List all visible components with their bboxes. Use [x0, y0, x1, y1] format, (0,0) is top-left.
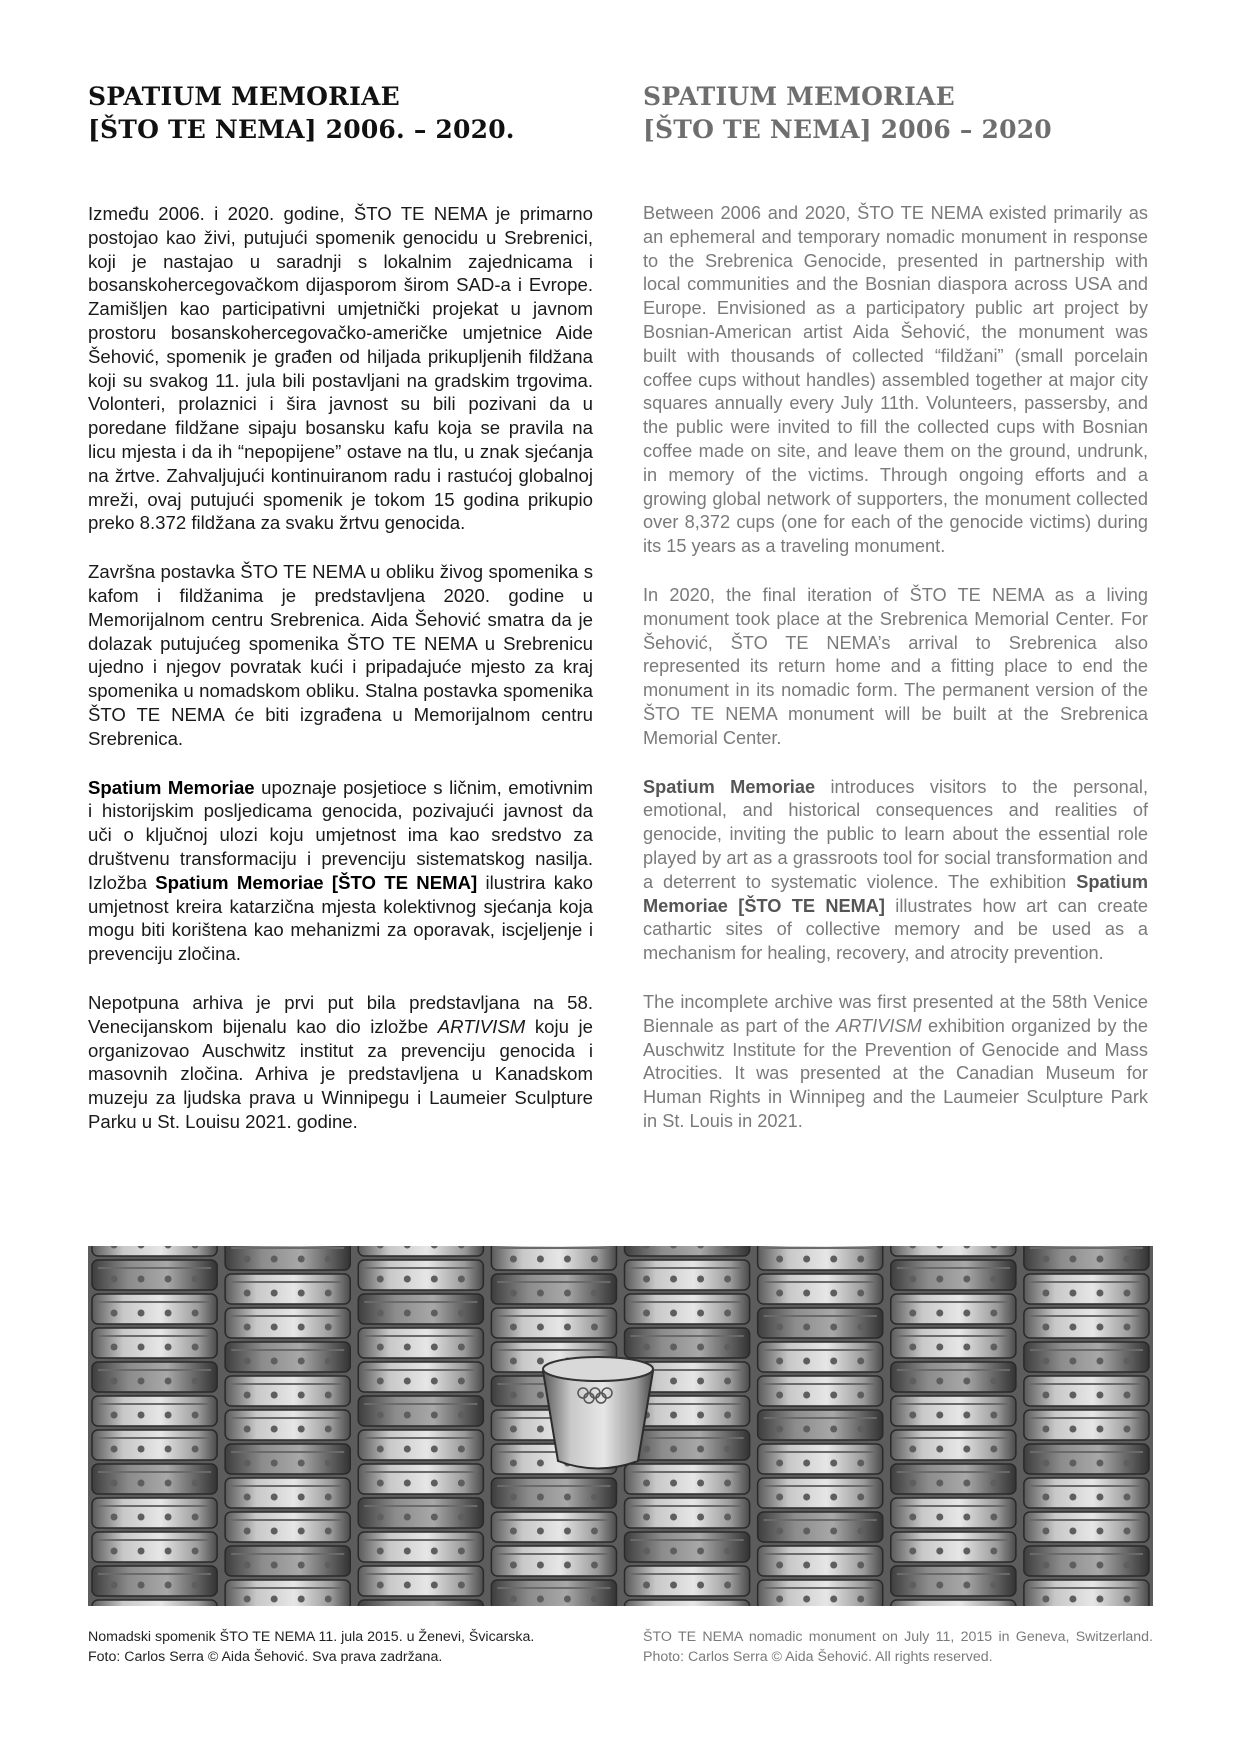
- cup-rim: [92, 1532, 217, 1562]
- cup-rim: [92, 1294, 217, 1324]
- cup-rim: [758, 1376, 883, 1406]
- italic-term: ARTIVISM: [437, 1015, 526, 1037]
- cup-rim: [891, 1246, 1016, 1256]
- cup-rim: [625, 1328, 750, 1358]
- cup-rim: [1024, 1478, 1149, 1508]
- stacked-coffee-cups-photo: [88, 1246, 1153, 1606]
- english-paragraph-1: Between 2006 and 2020, ŠTO TE NEMA existed primarily as an ephemeral and temporary nomadic monument in response to the Srebrenica Genocide, presented in partnership with local communities and the Bosnian diaspora across USA and Europe. Envisioned as a participatory public art project by Bosnian-American artist Aida Šehović, the monument was built with thousands of collected “fildžani” (small porcelain coffee cups without handles) assembled together at major city squares annually every July 11th. Volunteers, passersby, and the public were invited to fill the collected cups with Bosnian coffee made on site, and leave them on the ground, undrunk, in memory of the victims. Through ongoing efforts and a growing global network of supporters, the monument collected over 8,372 cups (one for each of the genocide victims) during its 15 years as a traveling monument.: [643, 203, 1148, 557]
- cup-rim: [358, 1362, 483, 1392]
- cup-rim: [1024, 1376, 1149, 1406]
- english-paragraph-4: [643, 991, 1148, 1134]
- cup-rim: [625, 1464, 750, 1494]
- cup-rim: [225, 1410, 350, 1440]
- cup-rim: [358, 1328, 483, 1358]
- cup-rim: [891, 1362, 1016, 1392]
- cup-rim: [491, 1308, 616, 1338]
- cup-rim: [92, 1498, 217, 1528]
- cup-rim: [758, 1308, 883, 1338]
- cup-rim: [891, 1328, 1016, 1358]
- cup-rim: [358, 1600, 483, 1606]
- cup-rim: [92, 1600, 217, 1606]
- cup-rim: [1024, 1342, 1149, 1372]
- cup-rim: [625, 1498, 750, 1528]
- cup-rim: [625, 1532, 750, 1562]
- bosnian-paragraph-4: [88, 991, 593, 1134]
- cup-rim: [1024, 1308, 1149, 1338]
- cup-rim: [1024, 1444, 1149, 1474]
- cup-rim: [491, 1546, 616, 1576]
- cup-rim: [1024, 1546, 1149, 1576]
- english-title-line1: SPATIUM MEMORIAE: [643, 82, 955, 111]
- bold-term: Spatium Memoriae: [88, 776, 255, 798]
- italic-term: ARTIVISM: [836, 1015, 922, 1036]
- cup-rim: [225, 1246, 350, 1270]
- cup-rim: [625, 1294, 750, 1324]
- cup-rim: [758, 1274, 883, 1304]
- cup-rim: [358, 1464, 483, 1494]
- cup-rim: [358, 1246, 483, 1256]
- bold-term: Spatium Memoriae [ŠTO TE NEMA]: [643, 871, 1148, 916]
- paragraph-text: upoznaje posjetioce s ličnim, emotivnim i historijskim posljedicama genocida, pozivajući javnost da uči o ključnoj ulozi koju umjetnost ima kao sredstvo za društvenu transformaciju i prevenciju sistematskog nasilja. Izložba: [88, 776, 593, 893]
- cup-rim: [225, 1546, 350, 1576]
- cup-rim: [358, 1566, 483, 1596]
- cup-rim: [358, 1260, 483, 1290]
- cup-rim: [225, 1512, 350, 1542]
- cup-rim: [358, 1396, 483, 1426]
- cup-rim: [891, 1498, 1016, 1528]
- paragraph-text: introduces visitors to the personal, emotional, and historical consequences and realities of genocide, inviting the public to learn about the essential role played by art as a grassroots tool for social transformation and a deterrent to systematic violence. The exhibition: [643, 776, 1148, 892]
- english-photo-caption: ŠTO TE NEMA nomadic monument on July 11, 2015 in Geneva, Switzerland. Photo: Carlos Serra © Aida Šehović. All rights reserved.: [643, 1629, 1153, 1665]
- cup-rim: [891, 1396, 1016, 1426]
- cup-rim: [92, 1362, 217, 1392]
- cup-rim: [625, 1566, 750, 1596]
- paragraph-text: ilustrira kako umjetnost kreira katarzična mjesta kolektivnog sjećanja koja mogu biti korištena kao mehanizmi za oporavak, iscjeljenje i prevenciju zločina.: [88, 871, 594, 965]
- cup-rim: [891, 1532, 1016, 1562]
- cup-rim: [358, 1498, 483, 1528]
- bosnian-title: [88, 80, 593, 146]
- bosnian-title-line2: [ŠTO TE NEMA] 2006. – 2020.: [88, 115, 515, 144]
- cup-rim: [358, 1294, 483, 1324]
- cup-rim: [491, 1274, 616, 1304]
- cup-rim: [491, 1580, 616, 1606]
- cup-rim: [225, 1308, 350, 1338]
- bosnian-column: [88, 80, 593, 1159]
- english-title-line2: [ŠTO TE NEMA] 2006 – 2020: [643, 115, 1052, 144]
- english-paragraph-3: [643, 776, 1148, 966]
- cup-rim: [758, 1580, 883, 1606]
- bosnian-caption-line1: Nomadski spomenik ŠTO TE NEMA 11. jula 2015. u Ženevi, Švicarska.: [88, 1629, 535, 1645]
- cup-rim: [891, 1260, 1016, 1290]
- cup-rim: [625, 1246, 750, 1256]
- cup-rim: [891, 1464, 1016, 1494]
- cup-rim: [92, 1430, 217, 1460]
- english-paragraph-2: In 2020, the final iteration of ŠTO TE NEMA as a living monument took place at the Srebrenica Memorial Center. For Šehović, ŠTO TE NEMA’s arrival to Srebrenica also represented its return home and a fitting place to end the monument in its nomadic form. The permanent version of the ŠTO TE NEMA monument will be built at the Srebrenica Memorial Center.: [643, 584, 1148, 748]
- bosnian-body: [88, 202, 593, 1134]
- cup-rim: [225, 1580, 350, 1606]
- cup-rim: [891, 1566, 1016, 1596]
- cup-rim: [491, 1512, 616, 1542]
- cup-rim: [92, 1328, 217, 1358]
- paragraph-text: The incomplete archive was first presented at the 58th Venice Biennale as part of the: [643, 991, 1148, 1036]
- cup-rim: [758, 1512, 883, 1542]
- cup-rim: [758, 1444, 883, 1474]
- cup-rim: [358, 1532, 483, 1562]
- cup-rim: [1024, 1580, 1149, 1606]
- cup-rim: [758, 1546, 883, 1576]
- cup-rim: [758, 1410, 883, 1440]
- cup-rim: [1024, 1274, 1149, 1304]
- cup-rim: [1024, 1246, 1149, 1270]
- cup-rim: [92, 1464, 217, 1494]
- cup-rim: [1024, 1512, 1149, 1542]
- cup-rim: [225, 1376, 350, 1406]
- bosnian-paragraph-2: Završna postavka ŠTO TE NEMA u obliku živog spomenika s kafom i fildžanima je predstavljena 2020. godine u Memorijalnom centru Srebrenica. Aida Šehović smatra da je dolazak putujućeg spomenika ŠTO TE NEMA u Srebrenicu ujedno i njegov povratak kući i pripadajuće mjesto za kraj spomenika u nomadskom obliku. Stalna postavka spomenika ŠTO TE NEMA će biti izgrađena u Memorijalnom centru Srebrenica.: [88, 561, 593, 749]
- bold-term: Spatium Memoriae: [643, 776, 816, 797]
- cup-rim: [758, 1478, 883, 1508]
- bold-term: Spatium Memoriae [ŠTO TE NEMA]: [155, 871, 478, 893]
- cup-rim: [92, 1246, 217, 1256]
- cup-rim: [1024, 1410, 1149, 1440]
- cup-rim: [491, 1246, 616, 1270]
- cup-rim: [758, 1342, 883, 1372]
- bosnian-photo-caption: [88, 1627, 603, 1667]
- cup-rim: [491, 1478, 616, 1508]
- cup-rim: [92, 1566, 217, 1596]
- tipped-cup: [543, 1357, 653, 1469]
- paragraph-text: koju je organizovao Auschwitz institut za prevenciju genocida i masovnih zločina. Arhiva je predstavljena u Kanadskom muzeju za ljudska prava u Winnipegu i Laumeier Sculpture Parku u St. Louisu 2021. godine.: [88, 1015, 593, 1132]
- cup-rim: [758, 1246, 883, 1270]
- cup-rim: [225, 1478, 350, 1508]
- cup-rim: [225, 1274, 350, 1304]
- paragraph-text: illustrates how art can create cathartic sites of collective memory and be used as a mechanism for healing, recovery, and atrocity prevention.: [643, 895, 1148, 964]
- cup-rim: [625, 1260, 750, 1290]
- bosnian-caption-line2: Foto: Carlos Serra © Aida Šehović. Sva prava zadržana.: [88, 1649, 443, 1665]
- english-column: [643, 80, 1148, 1159]
- cup-rim: [225, 1444, 350, 1474]
- bosnian-paragraph-1: Između 2006. i 2020. godine, ŠTO TE NEMA je primarno postojao kao živi, putujući spomenik genocidu u Srebrenici, koji je nastajao u saradnji s lokalnim zajednicama i bosanskohercegovačkom dijasporom širom SAD-a i Evrope. Zamišljen kao participativni umjetnički projekat u javnom prostoru bosanskohercegovačko-američke umjetnice Aide Šehović, spomenik je građen od hiljada prikupljenih fildžana koji su svakog 11. jula bili postavljani na gradskim trgovima. Volonteri, prolaznici i šira javnost su bili pozivani da u poredane fildžane sipaju bosansku kafu koja se pravila na licu mjesta i da ih “nepopijene” ostave na tlu, u znak sjećanja na žrtve. Zahvaljujući kontinuiranom radu i rastućoj globalnoj mreži, ovaj putujući spomenik je tokom 15 godina prikupio preko 8.372 fildžana za svaku žrtvu genocida.: [88, 203, 593, 534]
- cup-rim: [625, 1600, 750, 1606]
- cup-rim: [358, 1430, 483, 1460]
- paragraph-text: exhibition organized by the Auschwitz Institute for the Prevention of Genocide and Mass Atrocities. It was presented at the Canadian Museum for Human Rights in Winnipeg and the Laumeier Sculpture Park in St. Louis in 2021.: [643, 1015, 1148, 1131]
- cup-rim: [225, 1342, 350, 1372]
- paragraph-text: Nepotpuna arhiva je prvi put bila predstavljana na 58. Venecijanskom bijenalu kao dio izložbe: [88, 991, 593, 1037]
- cup-rim: [92, 1260, 217, 1290]
- english-title: [643, 80, 1148, 146]
- cup-rim: [891, 1294, 1016, 1324]
- bosnian-title-line1: SPATIUM MEMORIAE: [88, 82, 400, 111]
- bosnian-paragraph-3: [88, 776, 593, 966]
- english-body: [643, 202, 1148, 1134]
- cup-rim: [92, 1396, 217, 1426]
- cup-rim: [891, 1430, 1016, 1460]
- cup-rim: [891, 1600, 1016, 1606]
